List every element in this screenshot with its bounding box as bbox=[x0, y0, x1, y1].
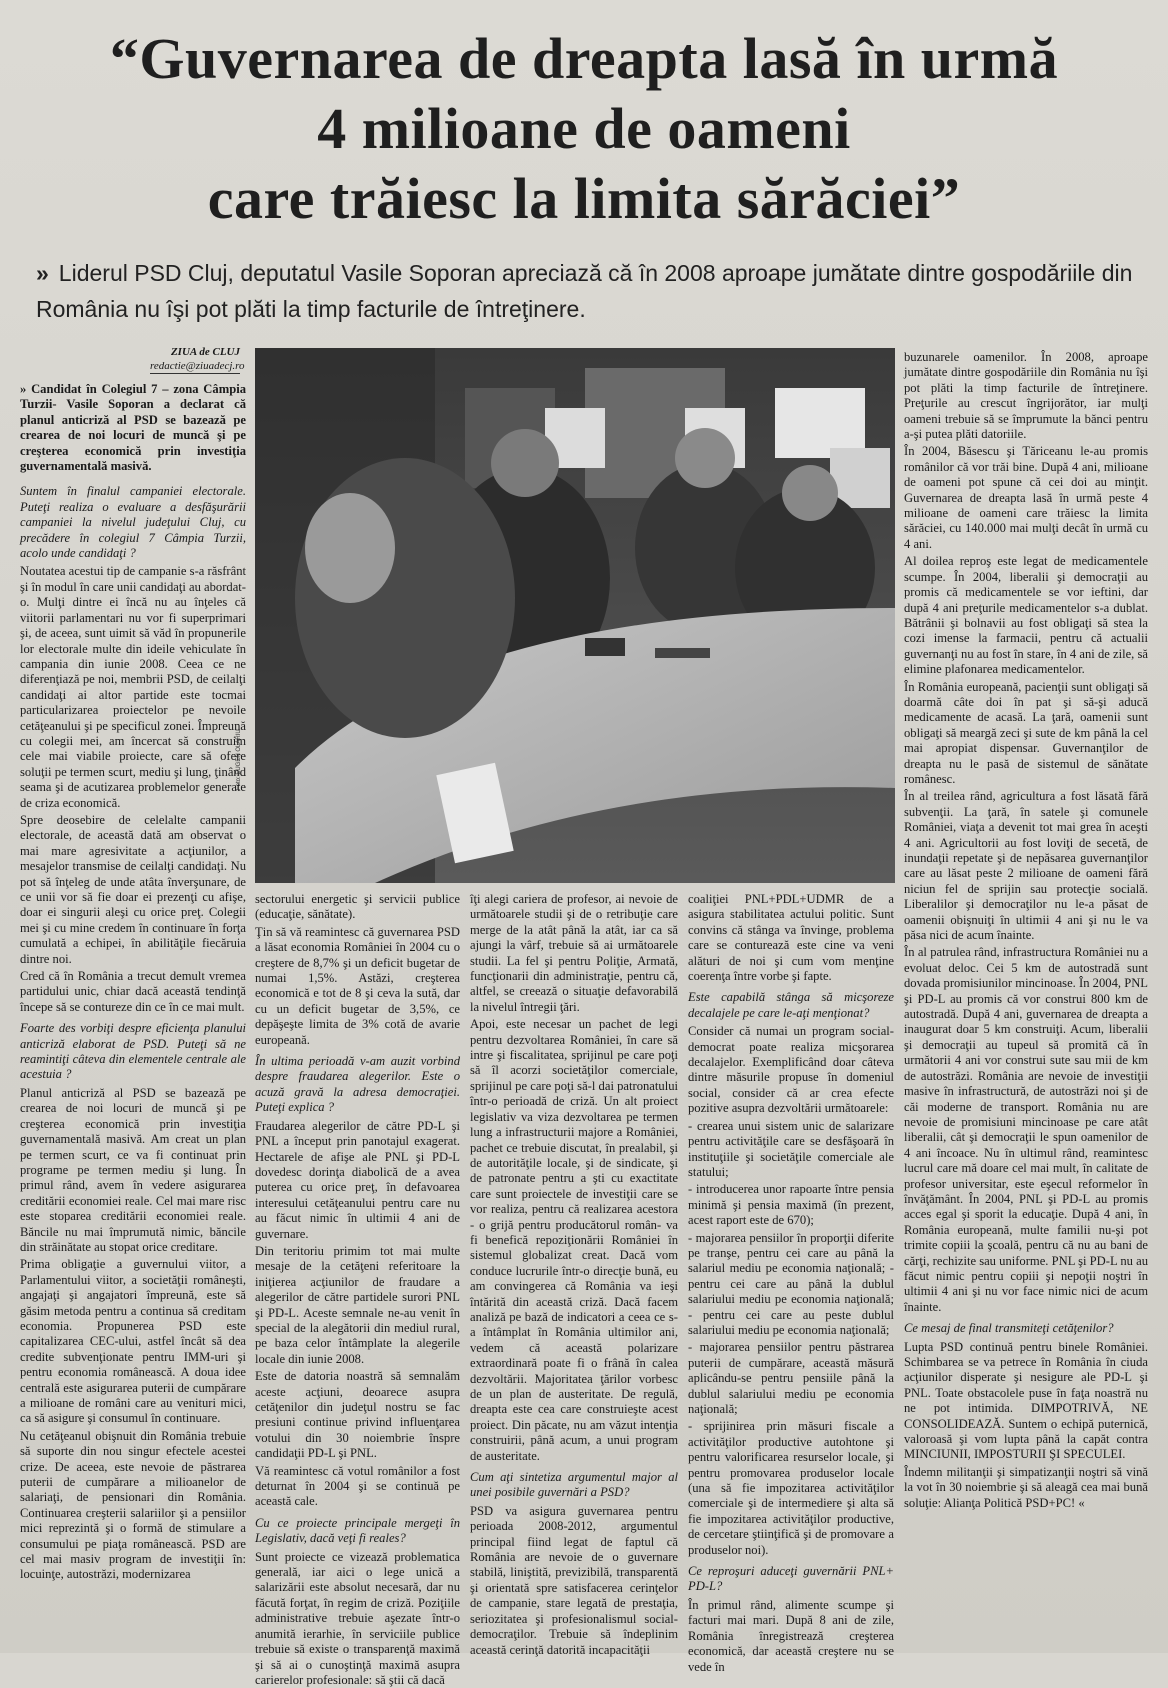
article-paragraph: Sunt proiecte ce vizează problematica generală, iar aici o lege unică a salarizării este absolut necesară, dar nu făcută forţat, în regim de criză. Poziţiile administrative trebuie aşezate într-o anumită ierarhie, în serviciile publice trebuie să existe o transparenţă maximă şi să ai o cunoştinţă maximă asupra carierelor profesionale: să ştii că dacă bbox=[255, 1549, 460, 1687]
article-paragraph: PSD va asigura guvernarea pentru perioada 2008-2012, argumentul principal fiind legat de faptul că România are nevoie de o guvernare stabilă, liniştită, previzibilă, transparentă şi orientată spre satisfacerea cerinţelor de campanie, stare legată de prestaţia, seriozitatea şi profesionalismul social-democraţilor. Trebuie să îndeplinim această cerinţă datorită incapacităţii bbox=[470, 1503, 678, 1657]
article-paragraph: Consider că numai un program social-democrat poate realiza micşorarea decalajelor. Exemplificând doar câteva dintre măsurile propuse în domeniul social, consider că ar crea efecte pozitive asupra dezvoltării următoarele: bbox=[688, 1024, 894, 1116]
article-paragraph: În al treilea rând, agricultura a fost lăsată fără subvenţii. La ţară, în satele şi comunele României, viaţa a devenit tot mai grea în aceşti 4 ani. Agricultorii au fost loviţi de secetă, de inundaţii repetate şi de nepăsarea guvernanţilor care au lăsat peste 2 milioane de oameni fără niciun fel de sprijin sau protecţie socială. Liberalilor şi democraţilor nu le-a păsat de oamenii obişnuiţi în ultimii 4 ani şi nu le va păsa nici de acum înainte. bbox=[904, 789, 1148, 943]
article-paragraph: - majorarea pensiilor în proporţii diferite pe tranşe, pentru cei care au până la salariul mediu pe economia naţională; - pentru cei care au până la dublul salariului mediu pe economia naţională; - pentru cei care au peste dublul salariului mediu pe economia naţională; bbox=[688, 1230, 894, 1337]
article-paragraph: În primul rând, alimente scumpe şi facturi mai mari. După 8 ani de zile, România înregistrează creşterea economică, dar această creştere nu se vede în bbox=[688, 1597, 894, 1674]
lead-marker: » bbox=[36, 260, 49, 286]
article-paragraph: coaliţiei PNL+PDL+UDMR de a asigura stabilitatea actului politic. Sunt convins că stânga va învinge, problema care se conturează este cine va veni alături de noi şi cum vom menţine coerenţa între vorbe şi fapte. bbox=[688, 892, 894, 984]
article-paragraph: - introducerea unor rapoarte între pensia minimă şi pensia maximă (în prezent, acest raport este de 670); bbox=[688, 1182, 894, 1228]
column-3 bbox=[470, 892, 678, 1657]
article-paragraph: În al patrulea rând, infrastructura României nu a evoluat deloc. Cei 5 km de autostradă sunt dovada promisiunilor mincinoase. În 2004, PNL şi PD-L au promis că vor construi 800 km de autostradă. După 4 ani, guvernarea de dreapta a inaugurat doar 5 km construiţi. Acum, liberalii şi democraţii au tupeul să promită că în următorii 4 ani vor construi sute sau mii de km de autostrăzi. România are nevoie de investiţii masive în infrastructură, de autostrăzi noi şi de căi moderne de transport. România nu are nevoie de promisiuni mincinoase pe care atât liberalii, cât şi democraţii le spun oamenilor de 4 ani încoace. Nu în ultimul rând, reamintesc lucrul care mă doare cel mai mult, în calitate de profesor universitar, este eşecul reformelor în învăţământ. În 2004, PNL şi PD-L au promis acces egal şi sporit la educaţie. După 4 ani, în România europeană, multe familii nu-şi pot trimite copiii la şcoală, pentru că nu au bani de cărţi, rechizite sau uniforme. PNL şi PD-L nu au făcut nimic pentru copiii şi nepoţii noştri în ultimii 4 ani şi nu vor face nimic nici de acum înainte. bbox=[904, 945, 1148, 1314]
column-5 bbox=[904, 350, 1148, 1644]
article-paragraph: Este de datoria noastră să semnalăm aceste acţiuni, deoarece asupra cetăţenilor din judeţul nostru se fac presiuni continue privind influenţarea votului din 30 noiembrie înspre candidaţii PD-L şi PNL. bbox=[255, 1369, 460, 1461]
article-paragraph: Planul anticriză al PSD se bazează pe crearea de noi locuri de muncă şi pe creşterea economică prin investiţia guvernamentală masivă. Am creat un plan pe termen scurt, ce va fi continuat prin programe pe termen mediu şi lung. În primul rând, avem în vedere asigurarea creditării economiei reale. Cel mai mare risc este stoparea creditării economiei reale. Băncile nu mai împrumută nimic, băncile din străinătate au stopat orice creditare. bbox=[20, 1085, 246, 1254]
article-paragraph: Din teritoriu primim tot mai multe mesaje de la cetăţeni referitoare la iniţierea acţiunilor de fraudare a alegerilor de către partidele surori PNL şi PD-L. Aceste semnale ne-au venit în special de la alegătorii din mediul rural, pe baza celor întâmplate la alegerile locale din iunie 2008. bbox=[255, 1243, 460, 1366]
interview-question: Cum aţi sintetiza argumentul major al unei posibile guvernări a PSD? bbox=[470, 1470, 678, 1500]
interview-question: Ce mesaj de final transmiteţi cetăţenilor? bbox=[904, 1321, 1114, 1336]
article-paragraph: Al doilea reproş este legat de medicamentele scumpe. În 2004, liberalii şi democraţii au promis că medicamentele se vor ieftini, dar după 4 ani preţurile medicamentelor s-a dublat. Bătrânii şi bolnavii au fost obligaţi să stea la cozi imense la farmacii, pentru că actualii guvernanţi nu au fost în stare, în 4 ani de zile, să elimine plafonarea medicamentelor. bbox=[904, 554, 1148, 677]
article-paragraph: Apoi, este necesar un pachet de legi pentru dezvoltarea României, în care să intre şi fiscalitatea, sprijinul pe care poţi să îl acorzi societăţilor comerciale, sprijinul pe care poţi să-l dai patronatului într-o perioadă de criză. Un alt proiect legislativ va viza dezvoltarea pe termen lung a infrastructurii majore a României, pachet ce trebuie discutat, în prealabil, şi de autorităţile locale, şi de sindicate, şi de patronate pentru a şti cu exactitate care sunt proiectele de investiţii care se vor realiza, pentru că realizarea acestora - o grijă pentru producătorul român- va fi benefică repoziţionării României în sistemul globalizat creat. Dacă vom conduce lucrurile într-o direcţie bună, eu am convingerea că România va ieşi întărită din această criză. Dacă facem analiză pe bază de indicatori a ceea ce s-a întâmplat în România ultimilor ani, vedem că această polarizare extraordinară poate fi o frână în calea dezvoltării. Majoritatea ţărilor vorbesc de un plan de austeritate. De regulă, dreapta este cea care construieşte acest proiect. Din păcate, nu am văzut intenţia construirii, până acum, a unui program de austeritate. bbox=[470, 1017, 678, 1463]
article-paragraph: Spre deosebire de celelalte campanii electorale, de această dată am observat o mai mare agresivitate a acţiunilor, a mesajelor transmise de ceilalţi candidaţi. Nu pot să înţeleg de unde atâta înverşunare, de ce unii vor să fie doar ei prezenţi cu afişe, doar ei singurii aleşi cu orice preţ. Colegii mei şi cu mine credem în continuare în forţa cumulată a echipei, în abilităţile fiecăruia dintre noi. bbox=[20, 812, 246, 966]
interview-photo bbox=[255, 348, 895, 883]
headline-line-1: “Guvernarea de dreapta lasă în urmă bbox=[109, 26, 1059, 91]
column-1 bbox=[20, 382, 246, 1644]
article-paragraph: - sprijinirea prin măsuri fiscale a activităţilor productive autohtone şi pentru valorificarea resurselor locale, şi pentru promovarea produselor locale (una să fie impozitarea activităţilor comerciale şi de intermediere şi alta să fie impozitarea activităţilor productive, de cercetare ştiinţifică şi de promovare a produselor noi). bbox=[688, 1419, 894, 1557]
author-email: redactie@ziuadecj.ro bbox=[150, 360, 245, 372]
headline-line-2: 4 milioane de oameni bbox=[317, 96, 851, 161]
interview-question: Foarte des vorbiţi despre eficienţa planului anticriză elaborat de PSD. Puteţi să ne reamintiţi câteva din elementele centrale ale acestuia ? bbox=[20, 1021, 246, 1082]
article-paragraph: buzunarele oamenilor. În 2008, aproape jumătate dintre gospodăriile din România nu îşi pot plăti la timp facturile de întreţinere. Preţurile au crescut îngrijorător, iar mulţi oameni trebuie să se împrumute la bănci pentru a-şi putea plăti datoriile. bbox=[904, 350, 1148, 442]
article-paragraph: sectorului energetic şi servicii publice (educaţie, sănătate). bbox=[255, 892, 460, 922]
article-paragraph: Fraudarea alegerilor de către PD-L şi PNL a început prin panotajul exagerat. Hectarele de afişe ale PNL şi PD-L dovedesc dorinţa diabolică de a avea puterea cu orice preţ, în defavoarea interesului cetăţeanului pentru care nu au făcut nimic în ultimii 4 ani de guvernare. bbox=[255, 1118, 460, 1241]
article-paragraph: îţi alegi cariera de profesor, ai nevoie de următoarele studii şi de o retribuţie care merge de la atât până la atât, iar ca să ajungi la vârf, trebuie să ai următoarele studii. La fel şi pentru Poliţie, Armată, funcţionarii din administraţie, pentru că, altfel, se creează o situaţie defavorabilă la nivelul întregii ţări. bbox=[470, 892, 678, 1014]
lead-text: Liderul PSD Cluj, deputatul Vasile Soporan apreciază că în 2008 aproape jumătate dintre gospodăriile din România nu îşi pot plăti la timp facturile de întreţinere. bbox=[36, 260, 1133, 322]
interview-question: Cu ce proiecte principale mergeţi în Legislativ, dacă veţi fi reales? bbox=[255, 1515, 460, 1546]
column-1-body bbox=[20, 484, 246, 1582]
interview-question: În ultima perioadă v-am auzit vorbind despre fraudarea alegerilor. Este o acuză gravă la adresa democraţiei. Puteţi explica ? bbox=[255, 1054, 460, 1115]
article-paragraph: Îndemn militanţii şi simpatizanţii noştri să vină la vot în 30 noiembrie şi să aleagă cea mai bună soluţie: Alianţa Politică PSD+PC! « bbox=[904, 1464, 1148, 1510]
article-paragraph: În România europeană, pacienţii sunt obligaţi să doarmă câte doi în pat şi să-şi aducă medicamente de acasă. La ţară, oamenii sunt obligaţi să meargă zeci şi sute de km până la cel mai apropiat dispensar. Guvernanţilor de dreapta nu le pasă de sistemul de sănătate românesc. bbox=[904, 679, 1148, 786]
article-paragraph: - crearea unui sistem unic de salarizare pentru activităţile care se desfăşoară în instituţiile şi societăţile comerciale ale statului; bbox=[688, 1118, 894, 1179]
intro-paragraph: » Candidat în Colegiul 7 – zona Câmpia Turzii- Vasile Soporan a declarat că planul anticriză al PSD se bazează pe crearea de noi locuri de muncă şi pe creşterea economică prin investiţia guvernamentală masivă. bbox=[20, 382, 246, 474]
column-2 bbox=[255, 892, 460, 1687]
article-paragraph: Vă reamintesc că votul românilor a fost deturnat în 2004 şi se continuă pe această cale. bbox=[255, 1463, 460, 1509]
article-paragraph: - majorarea pensiilor pentru păstrarea puterii de cumpărare, această măsură aplicându-se pentru pensiile până la dublul salariului mediu pe economia naţională; bbox=[688, 1340, 894, 1416]
interview-question: Este capabilă stânga să micşoreze decalajele pe care le-aţi menţionat? bbox=[688, 990, 894, 1020]
interview-question: Ce reproşuri aduceţi guvernării PNL+ PD-L? bbox=[688, 1564, 894, 1594]
photo-credit: Foto: EUGEN OLARIU bbox=[236, 729, 242, 790]
article-paragraph: În 2004, Băsescu şi Tăriceanu le-au promis românilor că vor trăi bine. După 4 ani, milioane de oameni pot spune că cei doi au minţit. Guvernarea de dreapta lasă în urmă peste 4 milioane de oameni care trăiesc la limita sărăciei, cu 140.000 mai mulţi decât în urmă cu 4 ani. bbox=[904, 444, 1148, 551]
article-paragraph: Nu cetăţeanul obişnuit din România trebuie să suporte din nou singur efectele acestei crize. De aceea, este nevoie de păstrarea puterii de cumpărare a milioanelor de salariaţi, de pensionari din România. Continuarea creşterii salariilor şi a pensiilor mici reprezintă şi o formă de stimulare a consumului pe piaţa românească. PSD are cel mai masiv program de investiţii în: locuinţe, autostrăzi, modernizarea bbox=[20, 1428, 246, 1582]
headline bbox=[20, 24, 1148, 234]
interview-question: Suntem în finalul campaniei electorale. Puteţi realiza o evaluare a desfăşurării campaniei la nivelul judeţului Cluj, cu precădere în colegiul 7 Câmpia Turzii, acolo unde candidaţi ? bbox=[20, 484, 246, 561]
publication-name: ZIUA de CLUJ bbox=[170, 346, 240, 358]
column-4 bbox=[688, 892, 894, 1674]
byline bbox=[150, 345, 245, 374]
lead-paragraph bbox=[36, 255, 1136, 327]
article-paragraph: Noutatea acestui tip de campanie s-a răsfrânt şi în modul în care unii candidaţi au abordat-o. Mulţi dintre ei încă nu au înţeles că viitorii parlamentari nu vor fi superprimari şi, de aceea, sunt uimit să văd în propunerile lor electorale multe din ideile vehiculate în campania din iunie 2008. Ceea ce ne diferenţiază pe noi, membrii PSD, de ceilalţi candidaţi ai altor partide este tocmai particularizarea proiectelor pe nevoile cetăţeanului şi pe specificul zonei. Împreună cu colegii mei, am încercat să construim cele mai viabile proiecte, care să ofere soluţii pe termen scurt, mediu şi lung, ţinând seama şi de acutizarea problemelor generate de criza economică. bbox=[20, 564, 246, 810]
headline-line-3: care trăiesc la limita sărăciei” bbox=[207, 166, 961, 231]
article-paragraph: Ţin să vă reamintesc că guvernarea PSD a lăsat economia României în 2004 cu o creştere de 8,7% şi un deficit bugetar de numai 1,5%. Astăzi, creşterea economică e tot de 8 şi ceva la sută, dar cu un deficit bugetar de 3,5%, ce depăşeşte limita de 3% cotă de avarie europeană. bbox=[255, 924, 460, 1047]
article-paragraph: Cred că în România a trecut demult vremea partidului unic, chiar dacă această tendinţă începe să se contureze din ce în ce mai mult. bbox=[20, 969, 246, 1014]
article-paragraph: Prima obligaţie a guvernului viitor, a Parlamentului viitor, a societăţii româneşti, angajaţi şi angajatori împreună, este să găsim metoda pentru a continua să creditam economia. Propunerea PSD este capitalizarea CEC-ului, astfel încât să dea credite subvenţionate pentru IMM-uri şi pentru economia românească. A doua idee centrală este asigurarea puterii de cumpărare a milioane de români care au venituri mici, ca să asigure şi consumul în continuare. bbox=[20, 1257, 246, 1426]
article-paragraph: Lupta PSD continuă pentru binele României. Schimbarea se va petrece în România în ciuda acţiunilor disperate şi nesigure ale PD-L şi PNL. Toate obstacolele puse în faţa noastră nu ne pot intimida. DIMPOTRIVĂ, NE CONSOLIDEAZĂ. Suntem o echipă puternică, valoroasă şi vom lupta până la capăt contra MINCIUNII, IMPOSTURII ŞI SPECULEI. bbox=[904, 1339, 1148, 1462]
